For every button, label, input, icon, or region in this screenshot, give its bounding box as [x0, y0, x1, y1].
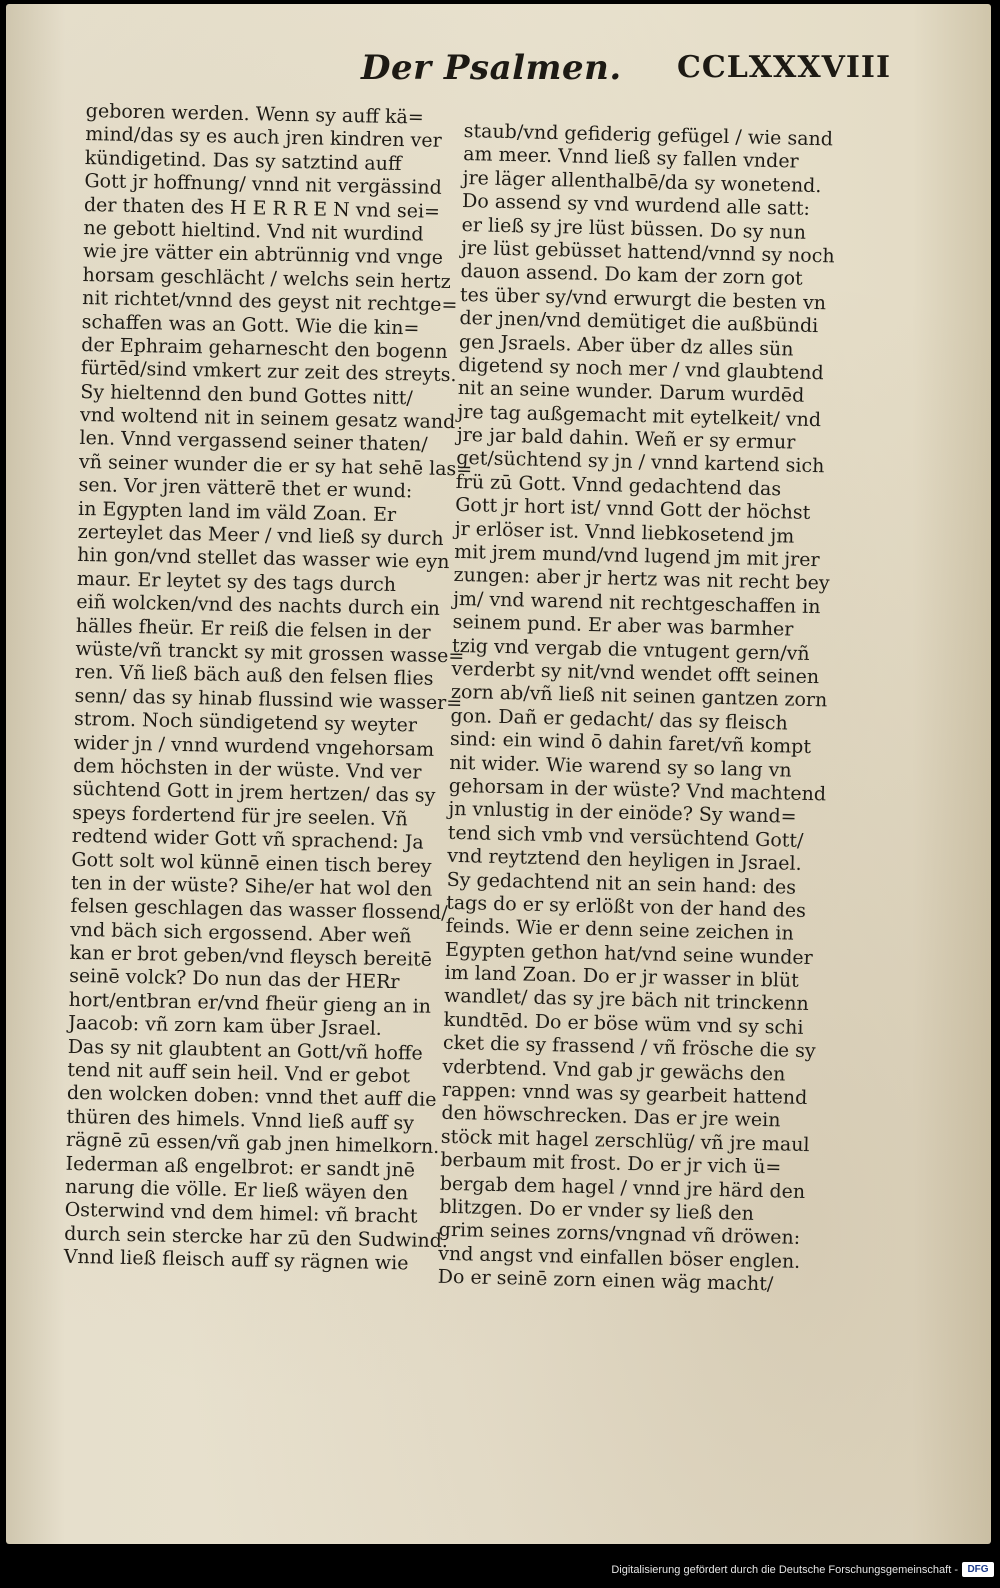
text-line: tags do er sy erlößt von der hand des — [445, 891, 807, 922]
text-line: nit wider. Wie warend sy so lang vn — [449, 751, 792, 782]
text-line: bergab dem hagel / vnnd jre härd den — [439, 1172, 806, 1203]
text-line: kan er brot geben/vnd fleysch bereitē — [69, 941, 433, 971]
text-line: speys fordertend für jre seelen. Vñ — [72, 801, 408, 831]
text-line: tend nit auff sein heil. Vnd er gebot — [67, 1058, 411, 1088]
text-line: Sy gedachtend nit an sein hand: des — [446, 868, 797, 899]
text-line: eiñ wolcken/vnd des nachts durch ein — [76, 591, 441, 621]
text-line: sind: ein wind ō dahin faret/vñ kompt — [449, 727, 812, 759]
text-line: Egypten gethon hat/vnd seine wunder — [444, 938, 814, 969]
text-line: geboren werden. Wenn sy auff kä= — [85, 100, 425, 129]
text-line: der jnen/vnd demütiget die außbündi — [459, 307, 819, 338]
text-line: vnd bäch sich ergossend. Aber weñ — [69, 918, 412, 948]
text-line: nit richtet/vnnd des geyst nit rechtge= — [81, 287, 458, 317]
text-line: Gott jr hort ist/ vnnd Gott der höchst — [455, 494, 811, 525]
text-line: jre läger allenthalbē/da sy wonetend. — [462, 166, 822, 197]
text-line: tend sich vmb vnd versüchtend Gott/ — [447, 821, 804, 852]
text-line: Gott solt wol künnē einen tisch berey — [71, 848, 432, 878]
text-line: Osterwind vnd dem himel: vñ bracht — [64, 1199, 418, 1228]
funding-credit: Digitalisierung gefördert durch die Deutsche Forschungsgemeinschaft - — [611, 1564, 958, 1576]
text-line: hälles fheür. Er reiß die felsen in der — [75, 614, 431, 644]
text-line: redtend wider Gott vñ sprachend: Ja — [71, 824, 424, 854]
text-line: rägnē zū essen/vñ gab jnen himelkorn. — [65, 1128, 440, 1159]
text-line: süchtend Gott in jrem hertzen/ das sy — [72, 778, 436, 808]
text-line: den höwschrecken. Das er jre wein — [441, 1102, 781, 1132]
text-line: tzig vnd vergab die vntugent gern/vñ — [451, 634, 810, 665]
left-text-column — [63, 100, 473, 1276]
book-page — [6, 4, 991, 1544]
text-line: Gott jr hoffnung/ vnnd nit vergässind — [84, 170, 442, 200]
text-line: vderbtend. Vnd gab jr gewächs den — [442, 1055, 786, 1086]
text-line: jn vnlustig in der einöde? Sy wand= — [448, 798, 797, 829]
text-line: ten in der wüste? Sihe/er hat wol den — [70, 871, 433, 901]
text-line: senn/ das sy hinab flussind wie wasser= — [74, 684, 463, 715]
text-line: jm/ vnd warend nit rechtgeschaffen in — [452, 587, 821, 619]
text-line: nit an seine wunder. Darum wurdēd — [457, 377, 805, 408]
text-line: felsen geschlagen das wasser flossend/ — [70, 895, 448, 925]
text-line: vñ seiner wunder die er sy hat sehē las= — [78, 450, 473, 481]
text-line: Jaacob: vñ zorn kam über Jsrael. — [68, 1012, 383, 1041]
text-line: vnd angst vnd einfallen böser englen. — [438, 1242, 801, 1273]
text-line: seinem pund. Er aber was barmher — [452, 611, 794, 641]
text-line: strom. Noch sündigetend sy weyter — [73, 708, 418, 737]
text-line: er ließ sy jre lüst büssen. Do sy nun — [461, 213, 807, 244]
text-line: kundtēd. Do er böse wüm vnd sy schi — [443, 1008, 804, 1039]
text-line: wüste/vñ tranckt sy mit grossen wasse= — [75, 637, 465, 668]
text-line: thüren des himels. Vnnd ließ auff sy — [66, 1105, 415, 1135]
text-line: durch sein stercke har zū den Sudwind. — [64, 1222, 449, 1252]
text-line: wandlet/ das sy jre bäch nit trinckenn — [443, 985, 810, 1016]
text-line: feinds. Wie er denn seine zeichen in — [445, 915, 794, 945]
text-line: Iederman aß engelbrot: er sandt jnē — [65, 1152, 416, 1182]
text-line: horsam geschlächt / welchs sein hertz — [82, 263, 451, 293]
text-line: verderbt sy nit/vnd wendet offt seinen — [451, 657, 820, 689]
text-line: im land Zoan. Do er jr wasser in blüt — [444, 961, 800, 992]
text-line: wider jn / vnnd wurdend vngehorsam — [73, 731, 435, 761]
text-line: frü zū Gott. Vnnd gedachtend das — [455, 470, 782, 501]
text-line: ne gebott hieltind. Vnd nit wurdind — [83, 216, 424, 246]
text-line: dem höchsten in der wüste. Vnd ver — [73, 754, 422, 784]
text-line: ren. Vñ ließ bäch auß den felsen flies — [74, 661, 434, 691]
text-line: Sy hieltennd den bund Gottes nitt/ — [80, 380, 413, 410]
text-line: Das sy nit glaubtent an Gott/vñ hoffe — [67, 1035, 423, 1065]
text-line: jre jar bald dahin. Weñ er sy ermur — [456, 423, 796, 454]
text-line: maur. Er leytet sy des tags durch — [76, 567, 397, 596]
text-line: jre tag außgemacht mit eytelkeit/ vnd — [457, 400, 822, 431]
text-line: digetend sy noch mer / vnd glaubtend — [458, 353, 824, 385]
text-line: berbaum mit frost. Do er jr vich ü= — [440, 1148, 782, 1179]
text-line: get/süchtend sy jn / vnnd kartend sich — [456, 447, 825, 478]
text-line: jr erlöser ist. Vnnd liebkosetend jm — [454, 517, 795, 548]
text-line: gehorsam in der wüste? Vnd machtend — [448, 774, 827, 806]
folio-number: CCLXXXVIII — [676, 50, 891, 85]
text-line: hort/entbran er/vnd fheür gieng an in — [68, 988, 432, 1018]
running-title: Der Psalmen. — [361, 48, 622, 88]
text-line: Do assend sy vnd wurdend alle satt: — [461, 190, 811, 221]
text-line: in Egypten land im väld Zoan. Er — [77, 497, 397, 526]
text-line: zerteylet das Meer / vnd ließ sy durch — [77, 520, 444, 550]
text-line: kündigetind. Das sy satztind auff — [84, 146, 402, 175]
text-line: narung die völle. Er ließ wäyen den — [64, 1175, 409, 1205]
text-line: mind/das sy es auch jren kindren ver — [85, 123, 442, 153]
text-line: am meer. Vnnd ließ sy fallen vnder — [462, 143, 799, 173]
text-line: fürtēd/sind vmkert zur zeit des streyts. — [80, 357, 457, 387]
text-line: dauon assend. Do kam der zorn got — [460, 260, 803, 291]
text-line: mit jrem mund/vnd lugend jm mit jrer — [453, 540, 820, 572]
text-line: cket die sy frassend / vñ frösche die sy — [442, 1031, 816, 1063]
text-line: der thaten des H E R R E N vnd sei= — [83, 193, 441, 223]
text-line: schaffen was an Gott. Wie die kin= — [81, 310, 420, 339]
text-line: len. Vnnd vergassend seiner thaten/ — [79, 427, 428, 457]
text-line: grim seines zorns/vngnad vñ dröwen: — [438, 1219, 801, 1250]
text-line: gen Jsraels. Aber über dz alles sün — [458, 330, 794, 361]
text-line: zungen: aber jr hertz was nit recht bey — [453, 564, 830, 595]
text-line: sen. Vor jren vätterē thet er wund: — [78, 474, 413, 503]
page-header — [6, 48, 991, 98]
text-line: jre lüst gebüsset hattend/vnnd sy noch — [460, 236, 835, 268]
text-line: seinē volck? Do nun das der HERr — [68, 965, 400, 994]
text-line: den wolcken doben: vnnd thet auff die — [66, 1082, 437, 1112]
text-line: rappen: vnnd was sy gearbeit hattend — [441, 1078, 808, 1110]
text-line: vnd reytztend den heyligen in Jsrael. — [447, 844, 802, 875]
text-line: Vnnd ließ fleisch auff sy rägnen wie — [63, 1245, 409, 1275]
text-line: zorn ab/vñ ließ nit seinen gantzen zorn — [450, 681, 828, 712]
text-line: wie jre vätter ein abtrünnig vnd vnge — [82, 240, 444, 270]
text-line: staub/vnd gefiderig gefügel / wie sand — [463, 120, 834, 151]
right-text-column — [437, 120, 835, 1298]
footer-bar — [0, 1548, 1000, 1588]
text-line: hin gon/vnd stellet das wasser wie eyn — [77, 544, 450, 574]
text-line: tes über sy/vnd erwurgt die besten vn — [459, 283, 827, 314]
text-line: gon. Dañ er gedacht/ das sy fleisch — [450, 704, 789, 735]
text-line: blitzgen. Do er vnder sy ließ den — [439, 1195, 755, 1225]
text-line: Do er seinē zorn einen wäg macht/ — [437, 1265, 774, 1296]
text-line: stöck mit hagel zerschlüg/ vñ jre maul — [440, 1125, 810, 1156]
text-line: der Ephraim geharnescht den bogenn — [81, 333, 448, 363]
text-line: vnd woltend nit in seinem gesatz wand — [79, 404, 456, 434]
dfg-logo: DFG — [962, 1562, 994, 1577]
